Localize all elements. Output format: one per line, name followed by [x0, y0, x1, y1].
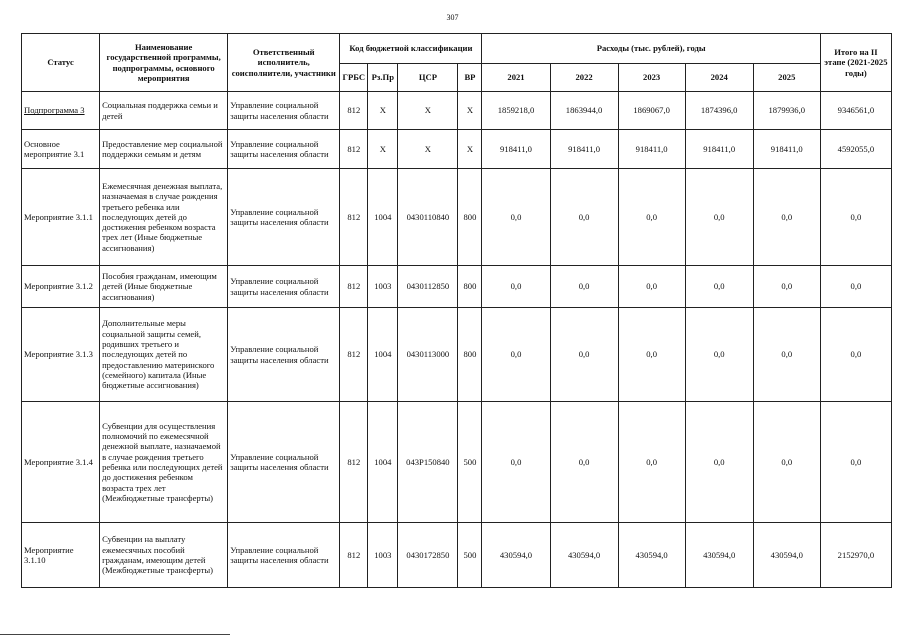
cell-total: 0,0	[820, 308, 891, 402]
cell-grbs: 812	[340, 169, 368, 266]
cell-grbs: 812	[340, 130, 368, 169]
table-row	[22, 266, 892, 308]
table-row	[22, 169, 892, 266]
cell-name: Субвенции для осуществления полномочий по ежемесячной денежной выплате, назначаемой в случае рождения третьего ребенка или последующих детей до достижения ребенком возраста трех лет (Межбюджетные трансферты)	[100, 402, 228, 523]
header-year-2025: 2025	[753, 64, 820, 92]
cell-vr: X	[458, 92, 482, 130]
cell-csr: 0430113000	[398, 308, 458, 402]
table-row	[22, 523, 892, 588]
cell-rzpr: X	[368, 92, 398, 130]
header-csr: ЦСР	[398, 64, 458, 92]
cell-grbs: 812	[340, 402, 368, 523]
cell-2021: 1859218,0	[482, 92, 550, 130]
cell-status: Мероприятие 3.1.4	[22, 402, 100, 523]
header-year-2023: 2023	[618, 64, 685, 92]
cell-grbs: 812	[340, 308, 368, 402]
cell-2024: 0,0	[685, 402, 753, 523]
cell-vr: 500	[458, 402, 482, 523]
cell-2025: 430594,0	[753, 523, 820, 588]
cell-2023: 430594,0	[618, 523, 685, 588]
header-expenses: Расходы (тыс. рублей), годы	[482, 34, 820, 64]
header-budget-code: Код бюджетной классификации	[340, 34, 482, 64]
table-row	[22, 308, 892, 402]
cell-2024: 0,0	[685, 308, 753, 402]
cell-2021: 0,0	[482, 308, 550, 402]
cell-csr: X	[398, 130, 458, 169]
cell-executor: Управление социальной защиты населения области	[228, 92, 340, 130]
cell-name: Ежемесячная денежная выплата, назначаемая в случае рождения третьего ребенка или последующих детей до достижения ребенком возраста трех лет (Иные бюджетные ассигнования)	[100, 169, 228, 266]
cell-rzpr: 1004	[368, 169, 398, 266]
cell-2022: 918411,0	[550, 130, 618, 169]
cell-status: Мероприятие 3.1.3	[22, 308, 100, 402]
cell-executor: Управление социальной защиты населения области	[228, 523, 340, 588]
cell-name: Предоставление мер социальной поддержки семьям и детям	[100, 130, 228, 169]
table-row	[22, 130, 892, 169]
cell-total: 9346561,0	[820, 92, 891, 130]
cell-name: Дополнительные меры социальной защиты семей, родивших третьего и последующих детей по предоставлению материнского (семейного) капитала (Иные бюджетные ассигнования)	[100, 308, 228, 402]
cell-2023: 0,0	[618, 308, 685, 402]
cell-total: 4592055,0	[820, 130, 891, 169]
cell-status: Подпрограмма 3	[22, 92, 100, 130]
budget-table	[21, 33, 892, 588]
cell-2021: 918411,0	[482, 130, 550, 169]
cell-2024: 918411,0	[685, 130, 753, 169]
cell-total: 0,0	[820, 169, 891, 266]
cell-2025: 0,0	[753, 402, 820, 523]
cell-2025: 0,0	[753, 266, 820, 308]
cell-grbs: 812	[340, 92, 368, 130]
cell-status: Мероприятие 3.1.1	[22, 169, 100, 266]
header-year-2021: 2021	[482, 64, 550, 92]
header-year-2024: 2024	[685, 64, 753, 92]
cell-status: Мероприятие 3.1.2	[22, 266, 100, 308]
cell-total: 2152970,0	[820, 523, 891, 588]
header-executor: Ответственный исполнитель, соисполнители, участники	[228, 34, 340, 92]
cell-2024: 0,0	[685, 169, 753, 266]
cell-rzpr: 1003	[368, 523, 398, 588]
header-grbs: ГРБС	[340, 64, 368, 92]
header-total: Итого на II этапе (2021-2025 годы)	[820, 34, 891, 92]
cell-vr: 800	[458, 308, 482, 402]
cell-2022: 0,0	[550, 169, 618, 266]
scan-edge-line	[0, 634, 230, 635]
cell-2022: 0,0	[550, 266, 618, 308]
cell-2025: 0,0	[753, 169, 820, 266]
cell-total: 0,0	[820, 402, 891, 523]
cell-2024: 430594,0	[685, 523, 753, 588]
cell-2023: 1869067,0	[618, 92, 685, 130]
cell-grbs: 812	[340, 266, 368, 308]
cell-2023: 0,0	[618, 266, 685, 308]
cell-executor: Управление социальной защиты населения области	[228, 169, 340, 266]
cell-csr: 043P150840	[398, 402, 458, 523]
cell-csr: X	[398, 92, 458, 130]
page-number: 307	[446, 13, 459, 22]
cell-2024: 0,0	[685, 266, 753, 308]
cell-total: 0,0	[820, 266, 891, 308]
cell-2022: 430594,0	[550, 523, 618, 588]
cell-2025: 918411,0	[753, 130, 820, 169]
header-rzpr: Рз.Пр	[368, 64, 398, 92]
cell-status: Мероприятие 3.1.10	[22, 523, 100, 588]
cell-2021: 0,0	[482, 402, 550, 523]
cell-vr: X	[458, 130, 482, 169]
cell-2022: 0,0	[550, 308, 618, 402]
cell-csr: 0430112850	[398, 266, 458, 308]
header-status: Статус	[22, 34, 100, 92]
cell-2021: 430594,0	[482, 523, 550, 588]
header-row-top	[22, 34, 892, 64]
cell-2024: 1874396,0	[685, 92, 753, 130]
cell-grbs: 812	[340, 523, 368, 588]
cell-executor: Управление социальной защиты населения области	[228, 402, 340, 523]
cell-executor: Управление социальной защиты населения области	[228, 308, 340, 402]
table-row	[22, 402, 892, 523]
header-vr: ВР	[458, 64, 482, 92]
cell-2022: 1863944,0	[550, 92, 618, 130]
cell-2025: 0,0	[753, 308, 820, 402]
cell-2022: 0,0	[550, 402, 618, 523]
cell-rzpr: X	[368, 130, 398, 169]
cell-executor: Управление социальной защиты населения области	[228, 130, 340, 169]
cell-name: Пособия гражданам, имеющим детей (Иные бюджетные ассигнования)	[100, 266, 228, 308]
header-name: Наименование государственной программы, подпрограммы, основного мероприятия	[100, 34, 228, 92]
cell-executor: Управление социальной защиты населения области	[228, 266, 340, 308]
cell-2023: 918411,0	[618, 130, 685, 169]
cell-2023: 0,0	[618, 402, 685, 523]
cell-name: Субвенции на выплату ежемесячных пособий гражданам, имеющим детей (Межбюджетные трансферты)	[100, 523, 228, 588]
cell-csr: 0430110840	[398, 169, 458, 266]
cell-2021: 0,0	[482, 169, 550, 266]
table-row	[22, 92, 892, 130]
cell-vr: 800	[458, 169, 482, 266]
cell-rzpr: 1003	[368, 266, 398, 308]
cell-rzpr: 1004	[368, 402, 398, 523]
cell-vr: 500	[458, 523, 482, 588]
cell-vr: 800	[458, 266, 482, 308]
cell-2025: 1879936,0	[753, 92, 820, 130]
cell-rzpr: 1004	[368, 308, 398, 402]
cell-status: Основное мероприятие 3.1	[22, 130, 100, 169]
cell-2021: 0,0	[482, 266, 550, 308]
cell-name: Социальная поддержка семьи и детей	[100, 92, 228, 130]
header-year-2022: 2022	[550, 64, 618, 92]
cell-csr: 0430172850	[398, 523, 458, 588]
cell-2023: 0,0	[618, 169, 685, 266]
